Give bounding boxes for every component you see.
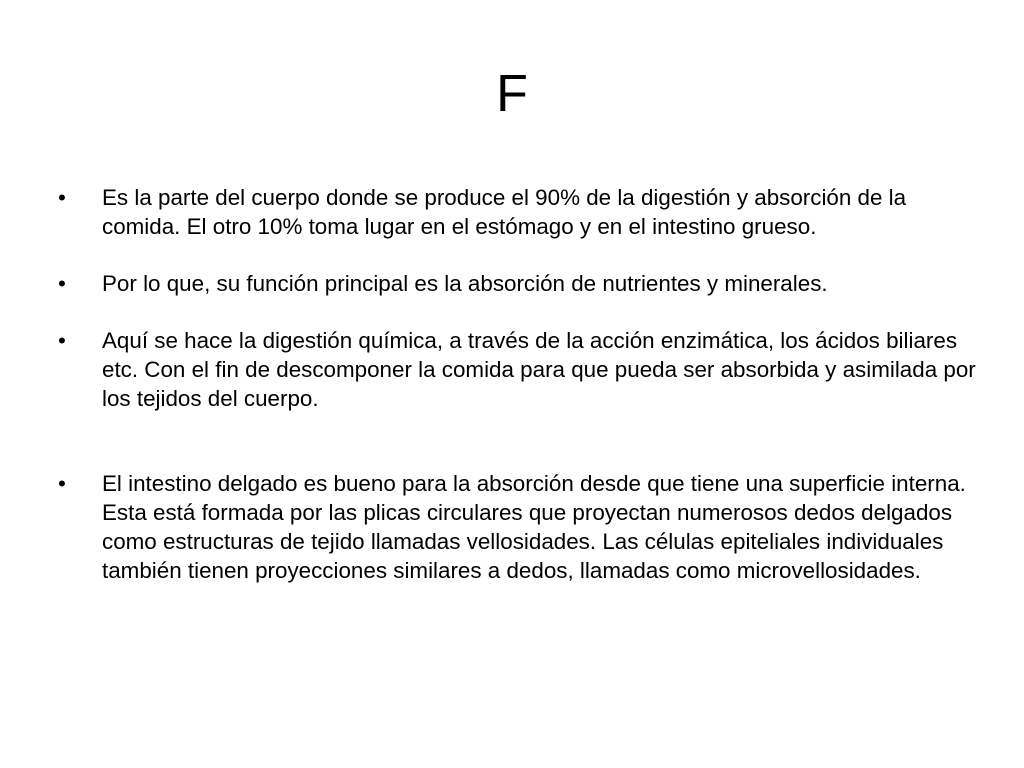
bullet-item-3 [58, 326, 978, 413]
bullet-item-1 [58, 183, 978, 241]
bullet-item-4 [58, 469, 978, 585]
bullet-item-2 [58, 269, 978, 298]
slide-title: F [496, 65, 528, 123]
bullet-text: Por lo que, su función principal es la absorción de nutrientes y minerales. [102, 271, 828, 296]
bullet-text: El intestino delgado es bueno para la absorción desde que tiene una superficie interna. Esta está formada por las plicas circulares que proyectan numerosos dedos delgados como estructuras de tejido llamadas vellosidades. Las células epiteliales individuales también tienen proyecciones similares a dedos, llamadas como microvellosidades. [102, 471, 966, 583]
bullet-dot-icon: • [58, 471, 66, 496]
bullet-text: Es la parte del cuerpo donde se produce el 90% de la digestión y absorción de la comida. El otro 10% toma lugar en el estómago y en el intestino grueso. [102, 185, 907, 239]
bullet-dot-icon: • [58, 328, 66, 353]
bullet-text: Aquí se hace la digestión química, a través de la acción enzimática, los ácidos biliares etc. Con el fin de descomponer la comida para que pueda ser absorbida y asimilada por los tejidos del cuerpo. [102, 328, 976, 411]
bullet-dot-icon: • [58, 185, 66, 210]
bullet-dot-icon: • [58, 271, 66, 296]
bullet-list [58, 183, 978, 585]
